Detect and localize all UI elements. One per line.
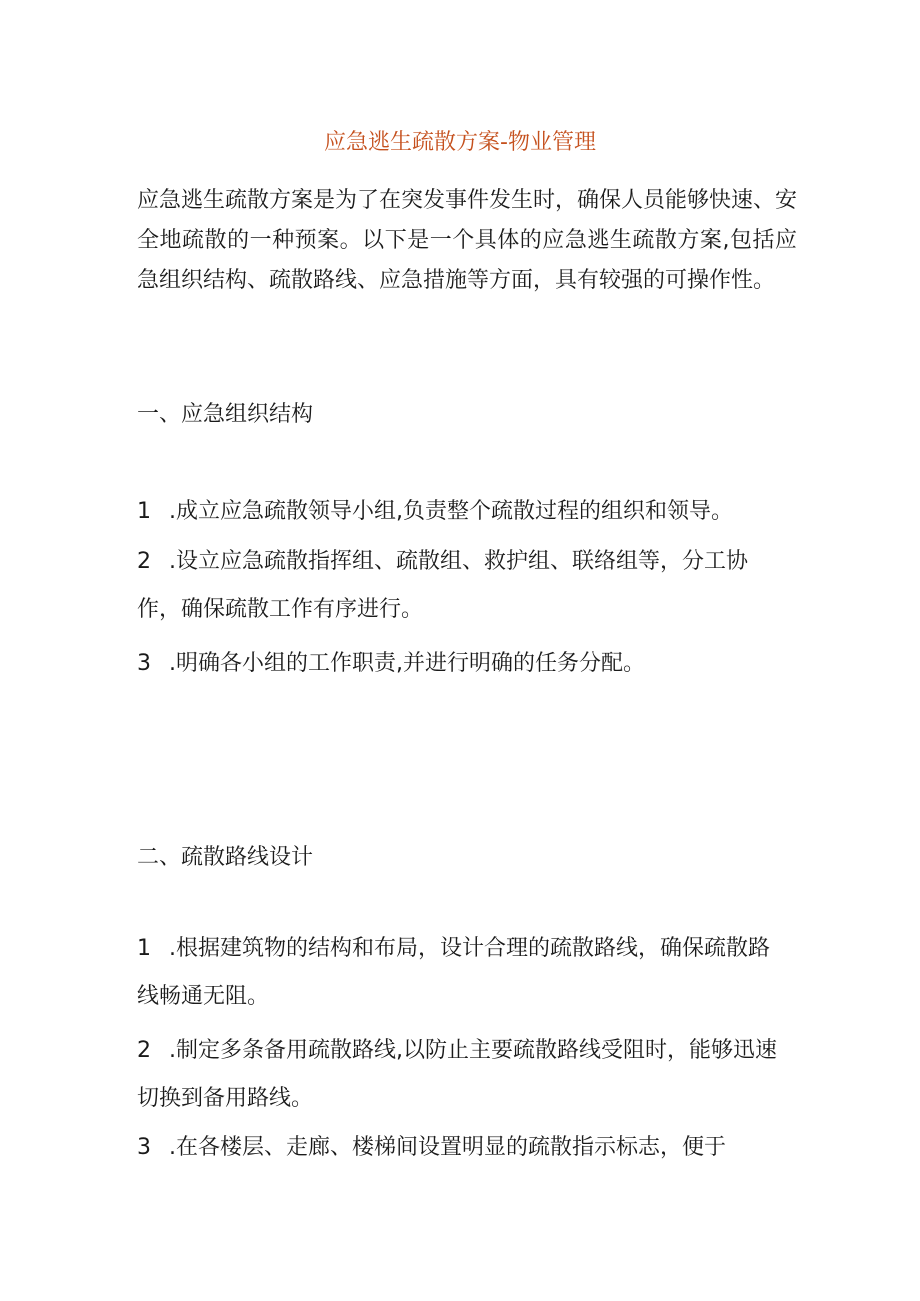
item-text: .成立应急疏散领导小组,负责整个疏散过程的组织和领导。	[169, 499, 733, 524]
item-number: 1	[137, 936, 151, 961]
list-item	[137, 925, 787, 1021]
item-text: .制定多条备用疏散路线,以防止主要疏散路线受阻时，能够迅速切换到备用路线。	[137, 1038, 777, 1111]
document-title: 应急逃生疏散方案-物业管理	[324, 130, 596, 155]
list-item	[137, 640, 787, 688]
item-number: 1	[137, 499, 151, 524]
item-number: 3	[137, 651, 151, 676]
item-text: .根据建筑物的结构和布局，设计合理的疏散路线，确保疏散路线畅通无阻。	[137, 936, 770, 1009]
item-text: .在各楼层、走廊、楼梯间设置明显的疏散指示标志，便于	[169, 1135, 726, 1160]
section-heading-routes: 二、疏散路线设计	[137, 845, 314, 870]
item-text: .明确各小组的工作职责,并进行明确的任务分配。	[169, 651, 645, 676]
intro-paragraph: 应急逃生疏散方案是为了在突发事件发生时，确保人员能够快速、安全地疏散的一种预案。以下是一个具体的应急逃生疏散方案,包括应急组织结构、疏散路线、应急措施等方面，具有较强的可操作性。	[137, 188, 798, 293]
item-number: 2	[137, 549, 151, 574]
section-heading-organization: 一、应急组织结构	[137, 402, 314, 427]
item-text: .设立应急疏散指挥组、疏散组、救护组、联络组等，分工协作，确保疏散工作有序进行。	[137, 549, 748, 622]
list-item	[137, 488, 787, 536]
list-item	[137, 1027, 787, 1123]
list-item	[137, 538, 787, 634]
item-number: 3	[137, 1135, 151, 1160]
item-number: 2	[137, 1038, 151, 1063]
list-item	[137, 1124, 787, 1172]
